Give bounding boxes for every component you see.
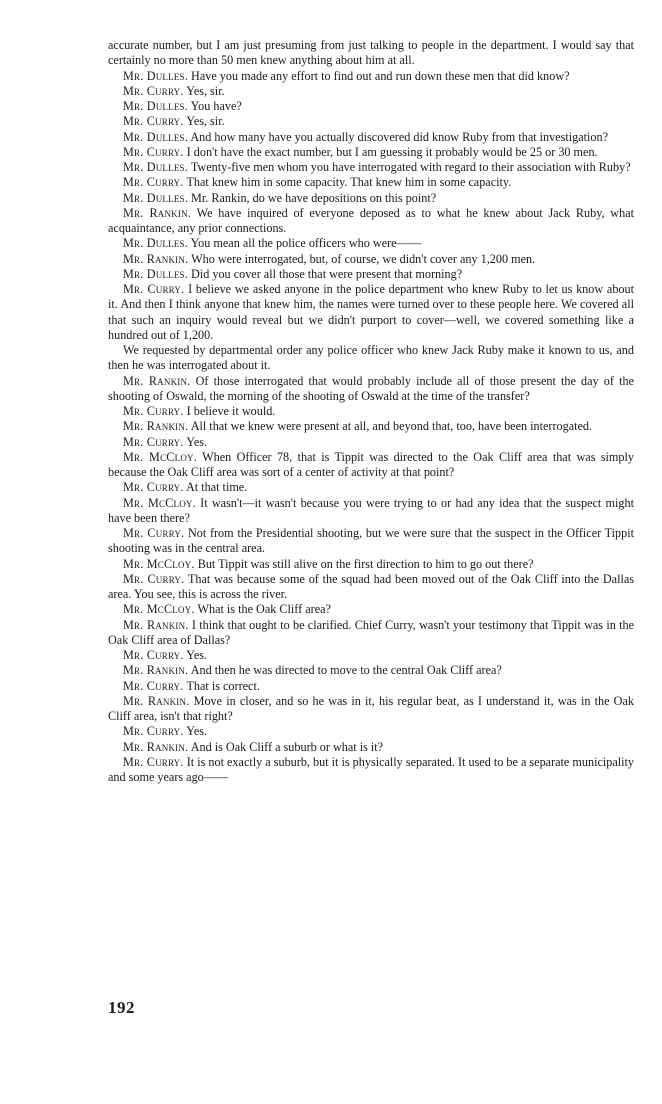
- transcript-paragraph: [108, 618, 634, 649]
- paragraph-text: Yes, sir.: [186, 114, 225, 129]
- paragraph-text: I don't have the exact number, but I am guessing it probably would be 25 or 30 men.: [186, 144, 598, 159]
- speaker-name: Mr. Curry.: [123, 175, 184, 190]
- paragraph-text: It wasn't—it wasn't because you were trying to or had any idea that the suspect might have been there?: [108, 495, 634, 525]
- speaker-name: Mr. Curry.: [123, 83, 184, 98]
- paragraph-text: Have you made any effort to find out and run down these men that did know?: [191, 68, 570, 83]
- speaker-name: Mr. McCloy.: [123, 449, 197, 464]
- speaker-name: Mr. Rankin.: [123, 739, 189, 754]
- transcript-paragraph: [108, 755, 634, 786]
- paragraph-text: We have inquired of everyone deposed as to what he knew about Jack Ruby, what acquaintance, any prior connections.: [108, 205, 635, 235]
- transcript-paragraph: [108, 496, 634, 527]
- speaker-name: Mr. Curry.: [123, 571, 185, 586]
- transcript-paragraph: [108, 602, 634, 617]
- paragraph-text: When Officer 78, that is Tippit was directed to the Oak Cliff area that was simply because the Oak Cliff area was sort of a center of activity at that point?: [108, 449, 634, 479]
- transcript-paragraph: [108, 282, 634, 343]
- speaker-name: Mr. Curry.: [123, 724, 184, 739]
- speaker-name: Mr. Curry.: [123, 526, 185, 540]
- transcript-paragraph: [108, 145, 634, 160]
- transcript-paragraph: [108, 38, 634, 69]
- speaker-name: Mr. McCloy.: [123, 495, 196, 510]
- transcript-paragraph: [108, 191, 634, 206]
- speaker-name: Mr. Curry.: [123, 434, 184, 449]
- transcript-paragraph: [108, 450, 634, 481]
- speaker-name: Mr. Rankin.: [123, 617, 189, 632]
- paragraph-text: And how many have you actually discovered did know Ruby from that investigation?: [190, 129, 609, 144]
- speaker-name: Mr. Dulles.: [123, 190, 188, 205]
- transcript-paragraph: [108, 160, 634, 175]
- speaker-name: Mr. Dulles.: [123, 129, 188, 144]
- transcript-paragraph: [108, 572, 634, 603]
- speaker-name: Mr. Curry.: [123, 144, 184, 159]
- speaker-name: Mr. Dulles.: [123, 68, 188, 83]
- speaker-name: Mr. Curry.: [123, 678, 184, 693]
- paragraph-text: I believe we asked anyone in the police department who knew Ruby to let us know about it. And then I think anyone that knew him, the names were turned over to these people here. We covered all that such an inquiry would reveal but we didn't purport to cover—well, we covered something like a hundred out of 1,200.: [108, 282, 634, 342]
- transcript-paragraph: [108, 724, 634, 739]
- speaker-name: Mr. Curry.: [123, 480, 184, 495]
- paragraph-text: Mr. Rankin, do we have depositions on this point?: [191, 190, 437, 205]
- transcript-paragraph: [108, 663, 634, 678]
- paragraph-text: And then he was directed to move to the central Oak Cliff area?: [190, 663, 502, 678]
- paragraph-text: We requested by departmental order any police officer who knew Jack Ruby make it known to us, and then he was interrogated about it.: [108, 343, 634, 373]
- page-number: 192: [108, 998, 135, 1017]
- paragraph-text: That is correct.: [186, 678, 260, 693]
- paragraph-text: But Tippit was still alive on the first direction to him to go out there?: [197, 556, 534, 571]
- paragraph-text: You mean all the police officers who were——: [190, 236, 421, 251]
- speaker-name: Mr. Dulles.: [123, 99, 188, 113]
- transcript-paragraph: [108, 740, 634, 755]
- speaker-name: Mr. McCloy.: [123, 602, 195, 617]
- transcript-paragraph: [108, 694, 634, 725]
- paragraph-text: Yes.: [186, 648, 208, 662]
- speaker-name: Mr. Curry.: [123, 114, 184, 129]
- paragraph-text: Yes.: [186, 434, 208, 449]
- transcript-paragraph: [108, 114, 634, 129]
- speaker-name: Mr. Rankin.: [123, 693, 190, 708]
- paragraph-text: All that we knew were present at all, and beyond that, too, have been interrogated.: [190, 419, 593, 434]
- paragraph-text: It is not exactly a suburb, but it is physically separated. It used to be a separate municipality and some years ago——: [108, 754, 635, 784]
- paragraph-text: I think that ought to be clarified. Chief Curry, wasn't your testimony that Tippit was in the Oak Cliff area of Dallas?: [108, 617, 635, 647]
- transcript-paragraph: [108, 236, 634, 251]
- paragraph-text: Of those interrogated that would probably include all of those present the day of the shooting of Oswald, the morning of the shooting of Oswald at the time of the transfer?: [108, 373, 635, 403]
- speaker-name: Mr. Curry.: [123, 754, 184, 769]
- paragraph-text: Not from the Presidential shooting, but we were sure that the suspect in the Officer Tippit shooting was in the central area.: [108, 526, 635, 556]
- transcript-paragraph: [108, 130, 634, 145]
- paragraph-text: Did you cover all those that were present that morning?: [191, 266, 463, 281]
- paragraph-text: accurate number, but I am just presuming from just talking to people in the department. I would say that certainly no more than 50 men knew anything about him at all.: [108, 38, 634, 68]
- speaker-name: Mr. Curry.: [123, 404, 184, 418]
- paragraph-text: Yes.: [186, 724, 208, 739]
- transcript-paragraph: [108, 679, 634, 694]
- paragraph-text: Twenty-five men whom you have interrogated with regard to their association with Ruby?: [190, 160, 631, 174]
- speaker-name: Mr. Curry.: [123, 282, 185, 296]
- speaker-name: Mr. Dulles.: [123, 160, 188, 174]
- speaker-name: Mr. McCloy.: [123, 556, 195, 571]
- transcript-paragraph: [108, 252, 634, 267]
- transcript-paragraph: [108, 435, 634, 450]
- transcript-paragraph: [108, 374, 634, 405]
- transcript-paragraph: [108, 526, 634, 557]
- transcript-paragraph: [108, 343, 634, 374]
- document-page: [108, 38, 634, 785]
- transcript-paragraph: [108, 648, 634, 663]
- transcript-paragraph: [108, 206, 634, 237]
- paragraph-text: That knew him in some capacity. That knew him in some capacity.: [186, 175, 512, 190]
- transcript-paragraph: [108, 419, 634, 434]
- paragraph-text: Move in closer, and so he was in it, his regular beat, as I understand it, was in the Oak Cliff area, isn't that right?: [108, 693, 634, 723]
- transcript-paragraph: [108, 175, 634, 190]
- speaker-name: Mr. Dulles.: [123, 266, 188, 281]
- paragraph-text: Who were interrogated, but, of course, we didn't cover any 1,200 men.: [191, 251, 536, 266]
- transcript-paragraph: [108, 84, 634, 99]
- speaker-name: Mr. Rankin.: [123, 663, 189, 678]
- paragraph-text: At that time.: [186, 480, 248, 495]
- transcript-paragraph: [108, 404, 634, 419]
- paragraph-text: And is Oak Cliff a suburb or what is it?: [190, 739, 384, 754]
- speaker-name: Mr. Rankin.: [123, 205, 192, 220]
- paragraph-text: That was because some of the squad had been moved out of the Oak Cliff into the Dallas area. You see, this is across the river.: [108, 571, 634, 601]
- speaker-name: Mr. Rankin.: [123, 373, 191, 388]
- speaker-name: Mr. Rankin.: [123, 251, 189, 266]
- transcript-paragraph: [108, 267, 634, 282]
- speaker-name: Mr. Curry.: [123, 648, 184, 662]
- paragraph-text: You have?: [190, 99, 242, 113]
- paragraph-text: I believe it would.: [186, 404, 276, 418]
- transcript-paragraph: [108, 480, 634, 495]
- transcript-body: [108, 38, 634, 785]
- speaker-name: Mr. Rankin.: [123, 419, 189, 434]
- paragraph-text: What is the Oak Cliff area?: [197, 602, 331, 617]
- transcript-paragraph: [108, 557, 634, 572]
- speaker-name: Mr. Dulles.: [123, 236, 188, 251]
- transcript-paragraph: [108, 69, 634, 84]
- paragraph-text: Yes, sir.: [186, 83, 225, 98]
- transcript-paragraph: [108, 99, 634, 114]
